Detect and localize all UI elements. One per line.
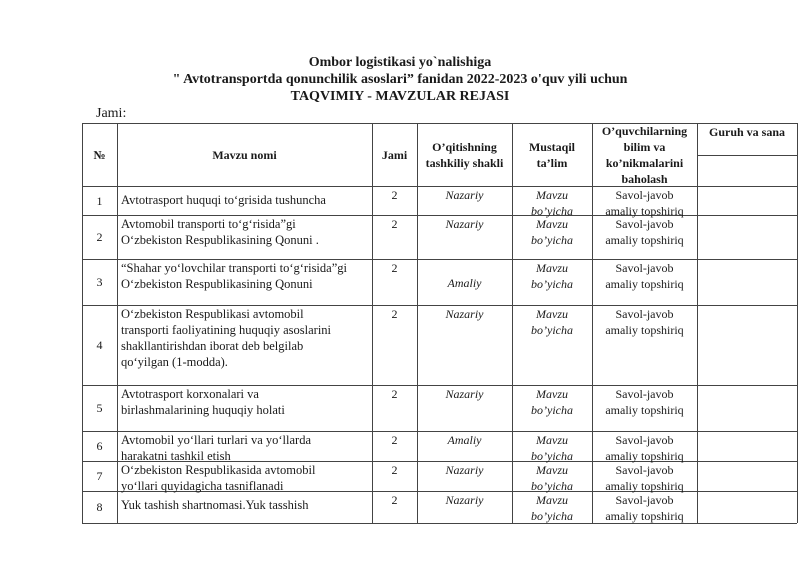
row-form: Nazariy [445, 387, 484, 401]
row-total-hours: 2 [391, 387, 398, 401]
topic-line: O‘zbekiston Respublikasi avtomobil [121, 307, 304, 321]
independent-line: Mavzu [536, 188, 568, 202]
independent-line: bo’yicha [531, 233, 573, 247]
assessment-line: amaliy topshiriq [605, 204, 684, 218]
row-number: 7 [96, 469, 103, 483]
row-group-date [697, 215, 797, 259]
topic-line: Avtotrasport huquqi to‘grisida tushuncha [121, 193, 326, 207]
assessment-line: Savol-javob [615, 387, 674, 401]
topic-line: qo‘yilgan (1-modda). [121, 355, 228, 369]
assessment-line: Savol-javob [615, 261, 674, 275]
row-topic [121, 386, 370, 418]
assessment-line: amaliy topshiriq [605, 277, 684, 291]
document-title-line-2: " Avtotransportda qonunchilik asoslari” fanidan 2022-2023 o'quv yili uchun [172, 72, 628, 87]
independent-line: bo’yicha [531, 277, 573, 291]
topic-line: harakatni tashkil etish [121, 449, 231, 463]
row-topic [121, 192, 370, 208]
independent-line: Mavzu [536, 433, 568, 447]
row-group-date [697, 385, 797, 431]
row-topic [121, 432, 370, 464]
header-independent-study: Mustaqil ta’lim [528, 139, 575, 170]
header-assessment: O’quvchilarning bilim va ko’nikmalarini baholash [601, 123, 688, 186]
assessment-line: Savol-javob [615, 493, 674, 507]
topic-line: Avtomobil transporti to‘g‘risida”gi [121, 217, 296, 231]
row-number: 1 [96, 193, 103, 208]
document-title-line-3: TAQVIMIY - MAVZULAR REJASI [290, 89, 510, 104]
row-group-date [697, 186, 797, 215]
row-total-hours: 2 [391, 463, 398, 477]
assessment-line: amaliy topshiriq [605, 449, 684, 463]
independent-line: Mavzu [536, 387, 568, 401]
row-form: Nazariy [445, 307, 484, 321]
independent-line: bo’yicha [531, 204, 573, 218]
row-total-hours: 2 [391, 307, 398, 321]
row-independent-study [512, 432, 592, 464]
row-topic [121, 260, 370, 292]
row-assessment [592, 492, 697, 524]
header-form: O’qitishning tashkiliy shakli [425, 139, 504, 170]
row-assessment [592, 216, 697, 248]
header-topic: Mavzu nomi [212, 147, 277, 162]
row-number: 2 [96, 230, 103, 244]
independent-line: Mavzu [536, 493, 568, 507]
row-number: 3 [96, 275, 103, 289]
row-group-date [697, 431, 797, 461]
table-right-border [797, 123, 798, 523]
assessment-line: Savol-javob [615, 307, 674, 321]
row-number: 5 [96, 401, 103, 415]
row-number: 6 [96, 439, 103, 453]
assessment-line: amaliy topshiriq [605, 233, 684, 247]
row-assessment [592, 260, 697, 292]
row-assessment [592, 187, 697, 219]
row-assessment [592, 386, 697, 418]
group-header-divider [697, 155, 797, 156]
assessment-line: Savol-javob [615, 217, 674, 231]
independent-line: Mavzu [536, 261, 568, 275]
row-group-date [697, 305, 797, 385]
row-total-hours: 2 [391, 433, 398, 447]
row-total-hours: 2 [391, 217, 398, 231]
row-independent-study [512, 187, 592, 219]
row-independent-study [512, 386, 592, 418]
topic-line: yo‘llari quyidagicha tasniflanadi [121, 479, 284, 493]
row-form: Nazariy [445, 217, 484, 231]
document-title-line-1: Ombor logistikasi yo`nalishiga [308, 55, 492, 70]
assessment-line: amaliy topshiriq [605, 403, 684, 417]
row-number: 8 [96, 500, 103, 514]
independent-line: bo’yicha [531, 323, 573, 337]
row-topic [121, 306, 370, 370]
topic-line: Avtomobil yo‘llari turlari va yo‘llarda [121, 433, 311, 447]
row-topic [121, 216, 370, 248]
assessment-line: Savol-javob [615, 463, 674, 477]
topic-line: O‘zbekiston Respublikasining Qonuni . [121, 233, 319, 247]
assessment-line: amaliy topshiriq [605, 323, 684, 337]
topic-line: transporti faoliyatining huquqiy asoslarini [121, 323, 332, 337]
assessment-line: Savol-javob [615, 433, 674, 447]
row-topic [121, 462, 370, 494]
header-total: Jami [381, 147, 408, 162]
topic-line: Yuk tashish shartnomasi.Yuk tasshish [121, 498, 309, 512]
row-group-date [697, 491, 797, 523]
independent-line: Mavzu [536, 307, 568, 321]
independent-line: bo’yicha [531, 479, 573, 493]
row-independent-study [512, 492, 592, 524]
assessment-line: Savol-javob [615, 188, 674, 202]
topic-line: birlashmalarining huquqiy holati [121, 403, 285, 417]
jami-label: Jami: [96, 106, 127, 121]
column-divider [117, 123, 118, 523]
row-form: Nazariy [445, 188, 484, 202]
independent-line: Mavzu [536, 463, 568, 477]
row-total-hours: 2 [391, 261, 398, 275]
row-independent-study [512, 462, 592, 494]
row-group-date [697, 461, 797, 491]
row-form: Amaliy [447, 433, 482, 447]
row-number: 4 [96, 338, 103, 352]
header-group-date: Guruh va sana [708, 125, 786, 139]
assessment-line: amaliy topshiriq [605, 479, 684, 493]
row-independent-study [512, 260, 592, 292]
topic-line: Avtotrasport korxonalari va [121, 387, 259, 401]
assessment-line: amaliy topshiriq [605, 509, 684, 523]
independent-line: bo’yicha [531, 509, 573, 523]
row-assessment [592, 432, 697, 464]
topic-line: O‘zbekiston Respublikasida avtomobil [121, 463, 316, 477]
topic-line: shakllantirishdan iborat deb belgilab [121, 339, 304, 353]
row-group-date [697, 259, 797, 305]
row-total-hours: 2 [391, 493, 398, 507]
independent-line: bo’yicha [531, 403, 573, 417]
header-number: № [93, 147, 106, 162]
independent-line: bo’yicha [531, 449, 573, 463]
independent-line: Mavzu [536, 217, 568, 231]
topic-line: “Shahar yo‘lovchilar transporti to‘g‘risida”gi [121, 261, 347, 275]
row-independent-study [512, 306, 592, 338]
row-independent-study [512, 216, 592, 248]
topic-line: O‘zbekiston Respublikasining Qonuni [121, 277, 313, 291]
row-assessment [592, 462, 697, 494]
row-form: Nazariy [445, 463, 484, 477]
row-assessment [592, 306, 697, 338]
row-form: Amaliy [447, 276, 482, 290]
row-form: Nazariy [445, 493, 484, 507]
row-topic [121, 497, 370, 513]
row-total-hours: 2 [391, 188, 398, 202]
